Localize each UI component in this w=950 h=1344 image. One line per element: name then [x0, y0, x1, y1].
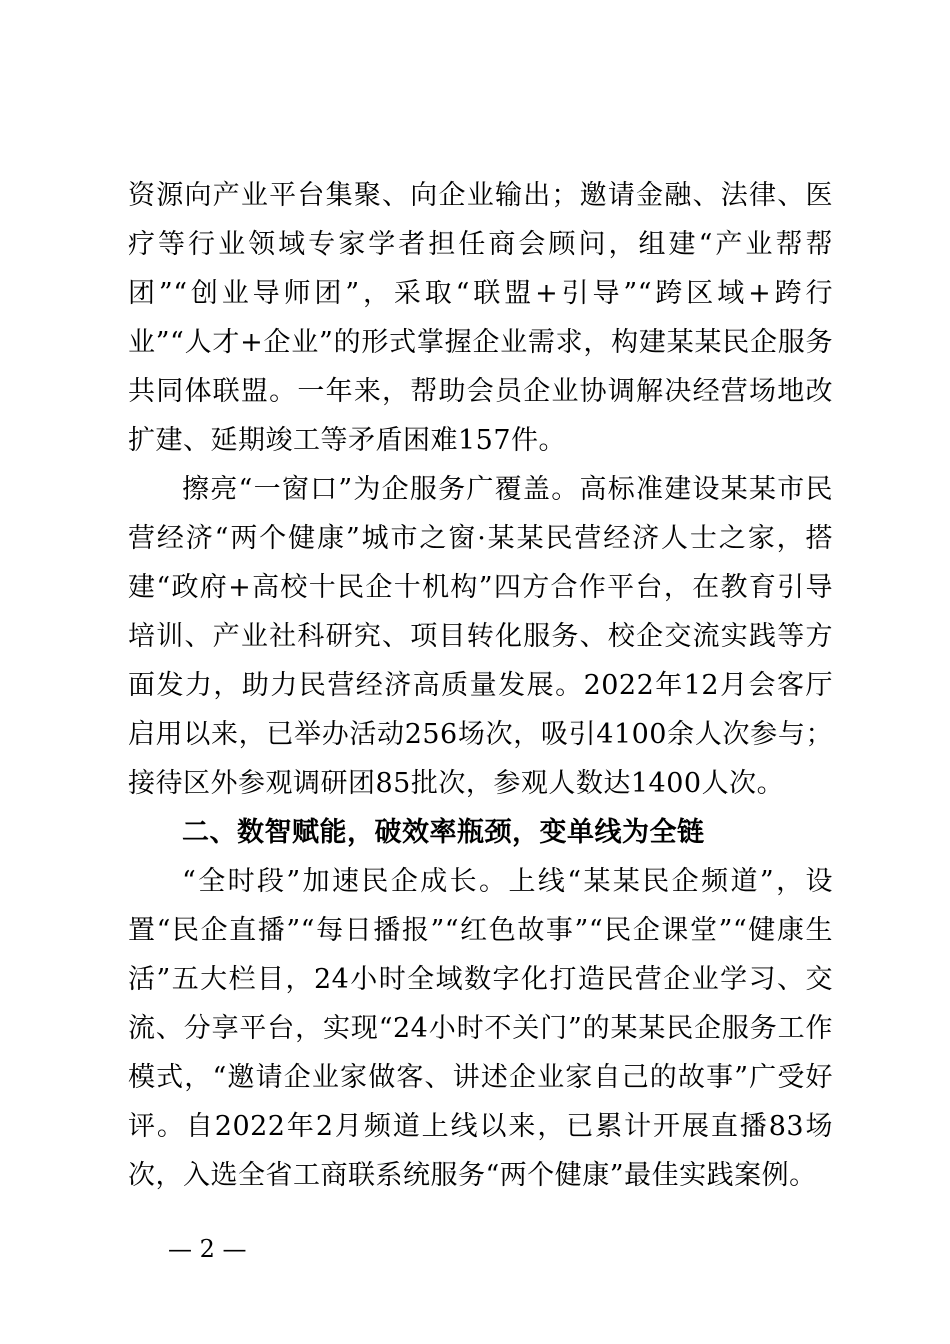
- paragraph-2: 擦亮“一窗口”为企服务广覆盖。高标准建设某某市民营经济“两个健康”城市之窗·某某民营经济人士之家，搭建“政府+高校十民企十机构”四方合作平台，在教育引导培训、产业社科研究、项目转化服务、校企交流实践等方面发力，助力民营经济高质量发展。2022年12月会客厅启用以来，已举办活动256场次，吸引4100余人次参与；接待区外参观调研团85批次，参观人数达1400人次。: [128, 474, 833, 799]
- section-heading: 二、数智赋能，破效率瓶颈，变单线为全链: [182, 817, 705, 848]
- paragraph-1: 资源向产业平台集聚、向企业输出；邀请金融、法律、医疗等行业领域专家学者担任商会顾问，组建“产业帮帮团”“创业导师团”，采取“联盟+引导”“跨区域+跨行业”“人才+企业”的形式掌握企业需求，构建某某民企服务共同体联盟。一年来，帮助会员企业协调解决经营场地改扩建、延期竣工等矛盾困难157件。: [128, 180, 833, 456]
- document-body: [128, 171, 833, 1200]
- paragraph-3: “全时段”加速民企成长。上线“某某民企频道”，设置“民企直播”“每日播报”“红色故事”“民企课堂”“健康生活”五大栏目，24小时全域数字化打造民营企业学习、交流、分享平台，实现“24小时不关门”的某某民企服务工作模式，“邀请企业家做客、讲述企业家自己的故事”广受好评。自2022年2月频道上线以来，已累计开展直播83场次，入选全省工商联系统服务“两个健康”最佳实践案例。: [128, 866, 833, 1191]
- page-number: — 2 —: [168, 1235, 247, 1263]
